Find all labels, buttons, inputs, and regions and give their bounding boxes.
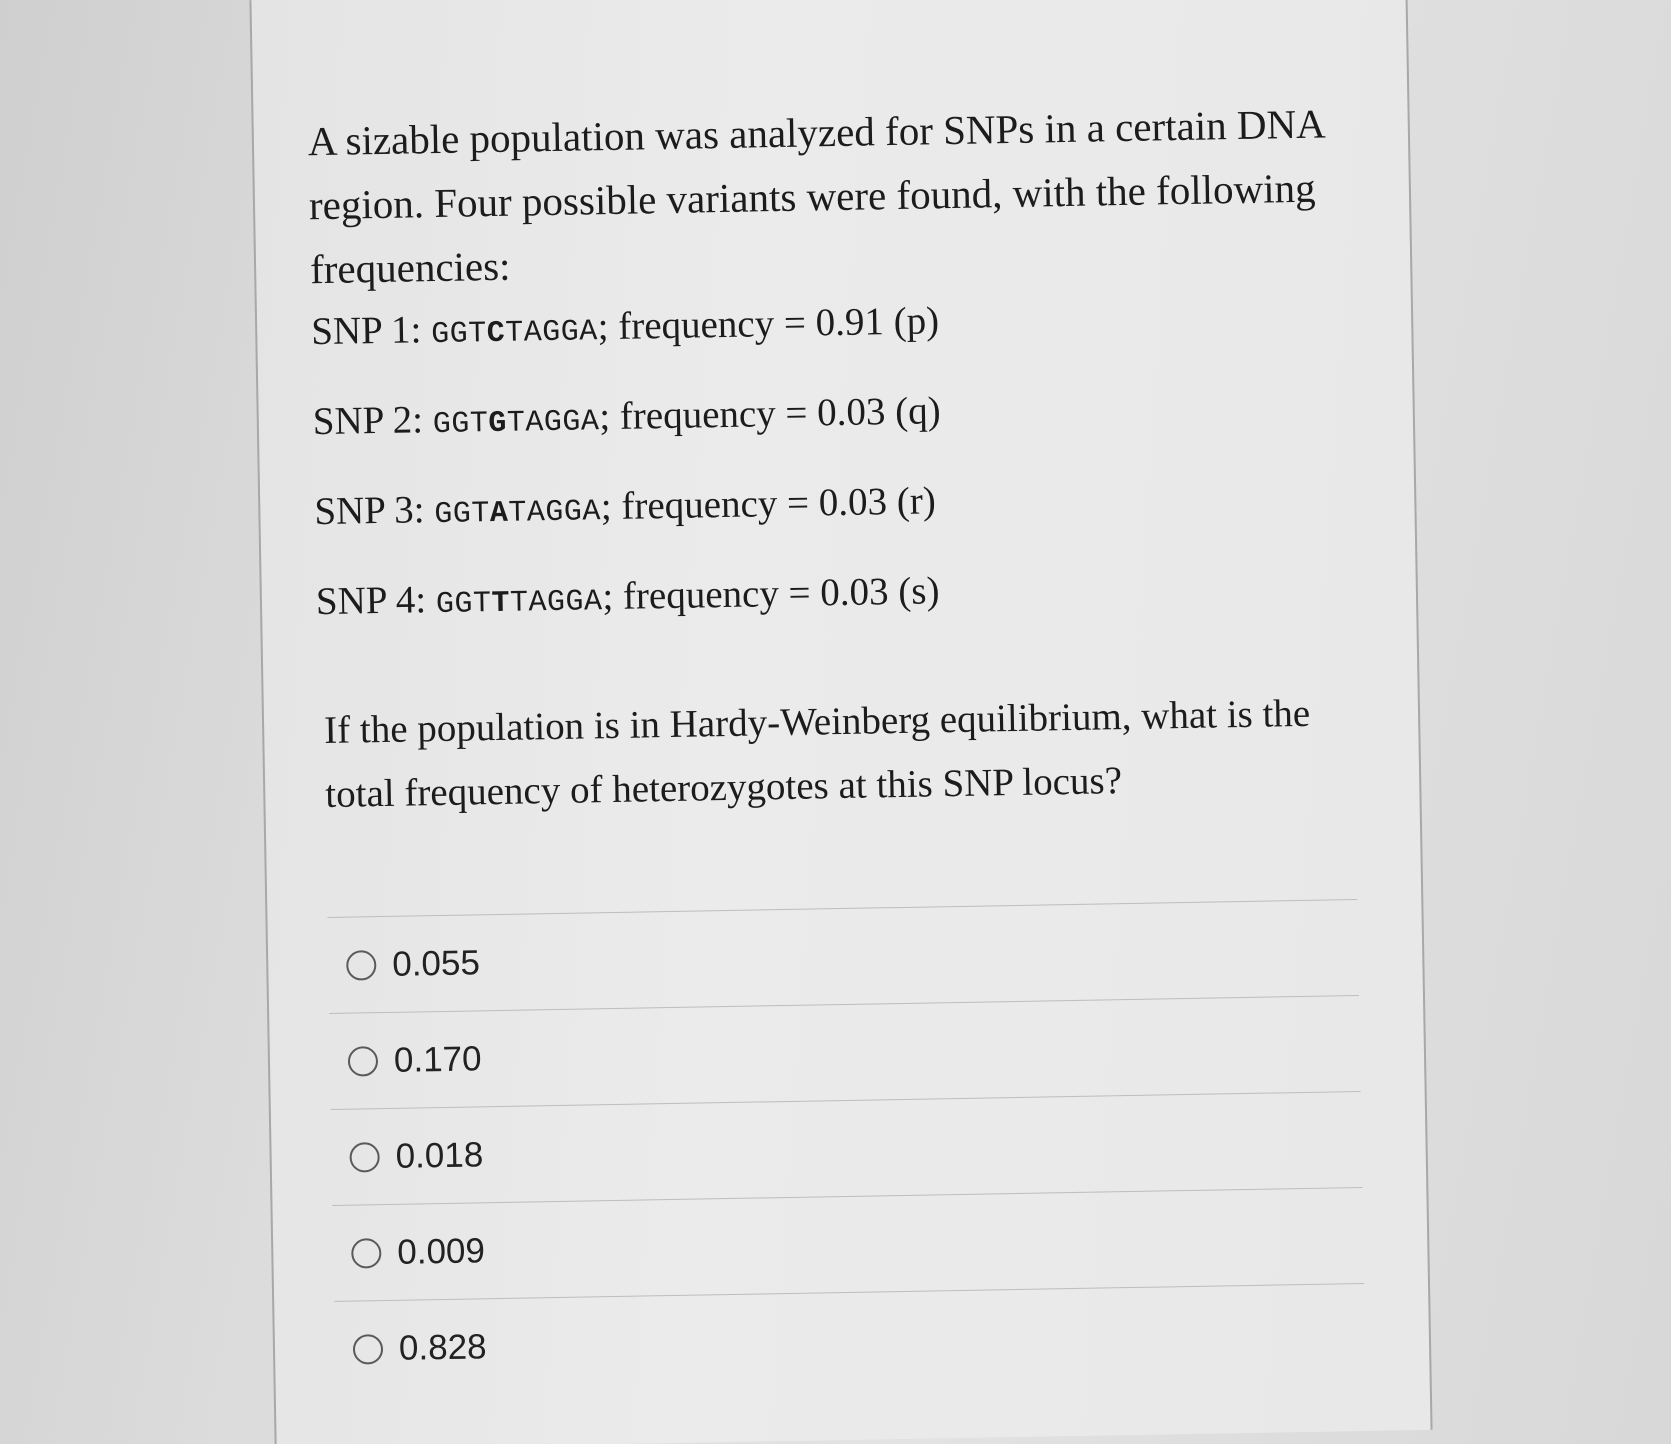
answer-option[interactable]	[327, 899, 1359, 1013]
answer-option[interactable]	[332, 1187, 1364, 1301]
radio-button[interactable]	[351, 1238, 382, 1269]
answer-option[interactable]	[329, 995, 1361, 1109]
answer-option-label: 0.055	[391, 942, 481, 984]
snp-line-2: SNP 2: GGTGTAGGA; frequency = 0.03 (q)	[312, 389, 942, 444]
radio-button[interactable]	[348, 1046, 379, 1077]
question-prompt: If the population is in Hardy-Weinberg equilibrium, what is the total frequency of heterozygotes at this SNP locus?	[323, 691, 1311, 817]
answer-option[interactable]	[334, 1283, 1366, 1397]
radio-button[interactable]	[346, 950, 377, 981]
answer-option[interactable]	[331, 1091, 1363, 1205]
snp-line-3: SNP 3: GGTATAGGA; frequency = 0.03 (r)	[313, 479, 937, 534]
snp-line-1: SNP 1: GGTCTAGGA; frequency = 0.91 (p)	[310, 299, 940, 354]
radio-button[interactable]	[353, 1334, 384, 1365]
radio-button[interactable]	[349, 1142, 380, 1173]
answer-options	[327, 899, 1365, 1397]
answer-option-label: 0.009	[396, 1230, 486, 1272]
question-content	[307, 91, 1350, 1368]
snp-line-4: SNP 4: GGTTTAGGA; frequency = 0.03 (s)	[315, 569, 940, 624]
answer-option-label: 0.018	[395, 1134, 484, 1176]
question-intro: A sizable population was analyzed for SNPs in a certain DNA region. Four possible variants were found, with the following frequencies:	[307, 100, 1324, 293]
answer-option-label: 0.828	[398, 1326, 487, 1368]
question-card	[249, 0, 1432, 1444]
answer-option-label: 0.170	[393, 1038, 482, 1080]
